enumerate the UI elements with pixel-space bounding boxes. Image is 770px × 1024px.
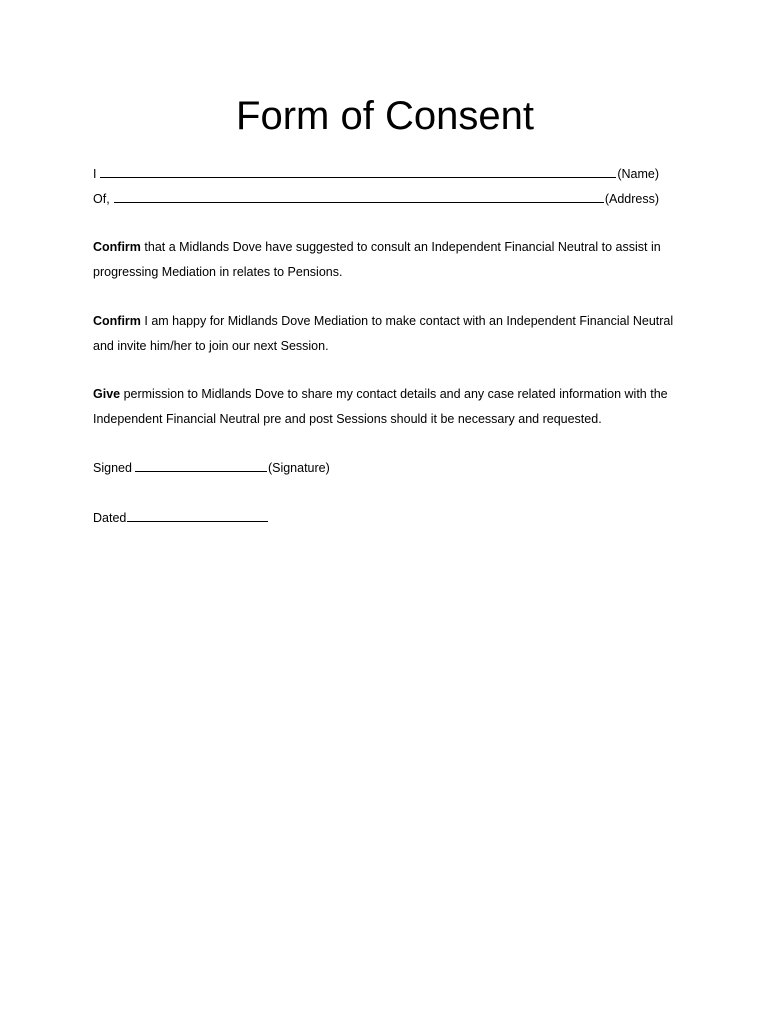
paragraph-lead: Confirm <box>93 240 141 254</box>
consent-paragraph-2 <box>93 309 693 358</box>
paragraph-text: I am happy for Midlands Dove Mediation to make contact with an Independent Financial Neutral and invite him/her to join our next Session. <box>93 314 674 353</box>
paragraph-lead: Give <box>93 387 121 401</box>
signature-line <box>93 460 330 476</box>
form-title: Form of Consent <box>236 94 534 138</box>
paragraph-lead: Confirm <box>93 314 141 328</box>
signature-blank[interactable] <box>135 470 267 472</box>
dated-line <box>93 510 269 526</box>
signature-suffix: (Signature) <box>267 461 330 475</box>
paragraph-text: permission to Midlands Dove to share my contact details and any case related information with the Independent Financial Neutral pre and post Sessions should it be necessary and requested. <box>93 387 668 426</box>
signature-prefix: Signed <box>93 461 132 475</box>
dated-blank[interactable] <box>127 520 268 522</box>
address-blank[interactable] <box>114 201 604 203</box>
dated-prefix: Dated <box>93 511 127 525</box>
address-field-line <box>93 191 659 207</box>
address-suffix: (Address) <box>604 192 659 206</box>
name-suffix: (Name) <box>617 167 659 181</box>
name-blank[interactable] <box>100 176 616 178</box>
address-prefix: Of, <box>93 192 110 206</box>
name-field-line <box>93 166 659 182</box>
paragraph-text: that a Midlands Dove have suggested to consult an Independent Financial Neutral to assist in progressing Mediation in relates to Pensions. <box>93 240 661 279</box>
consent-paragraph-1 <box>93 235 693 284</box>
consent-paragraph-3 <box>93 382 693 431</box>
name-prefix: I <box>93 167 97 181</box>
